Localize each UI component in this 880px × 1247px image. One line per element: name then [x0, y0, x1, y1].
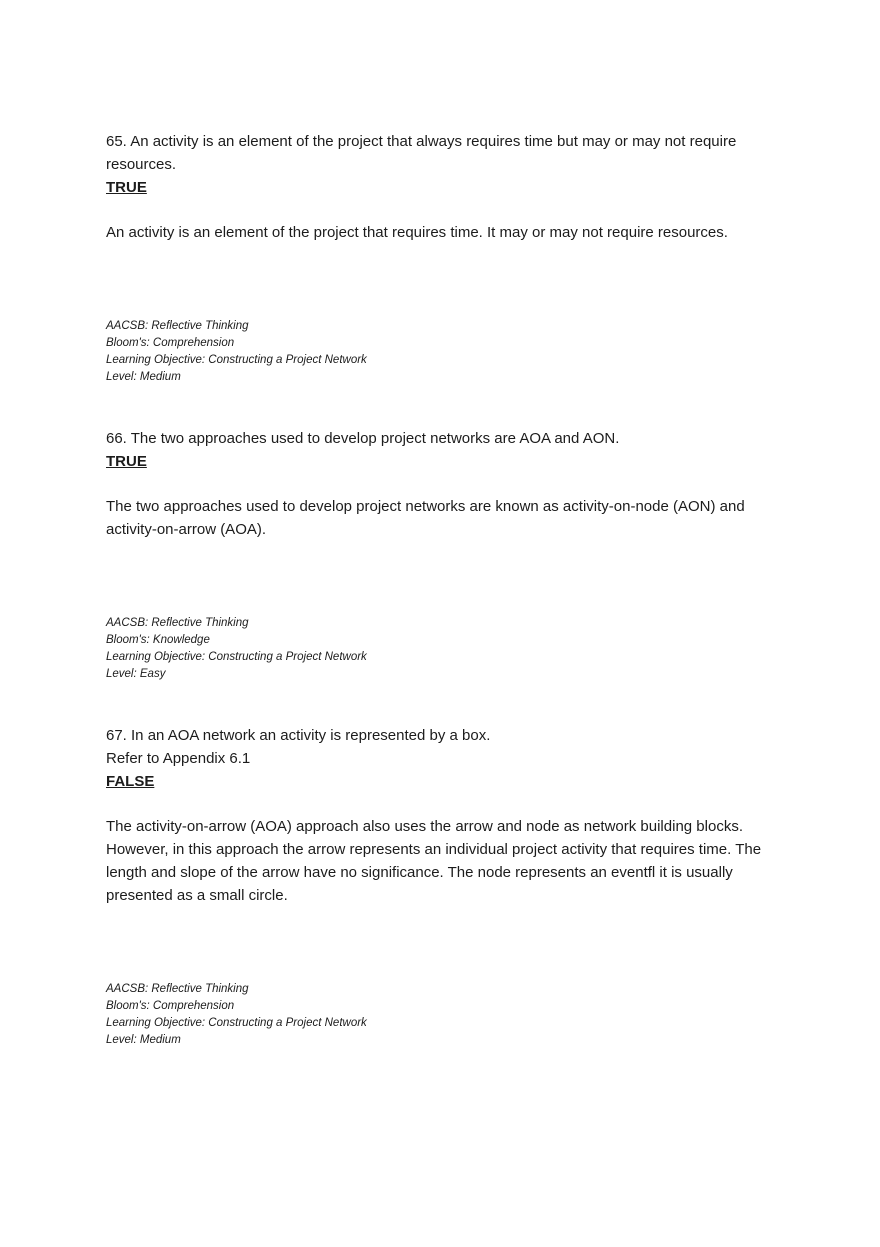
metadata-blooms: Bloom's: Knowledge: [106, 634, 210, 646]
metadata-aacsb: AACSB: Reflective Thinking: [106, 617, 249, 629]
question-text: 67. In an AOA network an activity is represented by a box.: [106, 727, 491, 744]
metadata-learning-objective: Learning Objective: Constructing a Project Network: [106, 651, 367, 663]
answer-value: FALSE: [106, 773, 155, 790]
metadata-block: [106, 981, 782, 1049]
question-text: 65. An activity is an element of the project that always requires time but may or may not require resources.: [106, 133, 737, 173]
metadata-blooms: Bloom's: Comprehension: [106, 337, 235, 349]
question-block-66: [106, 427, 782, 683]
question-block-67: [106, 724, 782, 1049]
metadata-learning-objective: Learning Objective: Constructing a Project Network: [106, 354, 367, 366]
answer-value: TRUE: [106, 179, 147, 196]
metadata-block: [106, 318, 782, 386]
metadata-level: Level: Medium: [106, 371, 181, 383]
document-content: [106, 130, 782, 1049]
refer-line: Refer to Appendix 6.1: [106, 750, 251, 767]
explanation-text: An activity is an element of the project that requires time. It may or may not require resources.: [106, 224, 728, 241]
metadata-blooms: Bloom's: Comprehension: [106, 1000, 235, 1012]
metadata-level: Level: Easy: [106, 668, 166, 680]
answer-value: TRUE: [106, 453, 147, 470]
question-text: 66. The two approaches used to develop project networks are AOA and AON.: [106, 430, 620, 447]
explanation-text: The activity-on-arrow (AOA) approach also uses the arrow and node as network building blocks. However, in this approach the arrow represents an individual project activity that requires time. The length and slope of the arrow have no significance. The node represents an eventfl it is usually presented as a small circle.: [106, 818, 762, 904]
metadata-aacsb: AACSB: Reflective Thinking: [106, 983, 249, 995]
question-block-65: [106, 130, 782, 386]
metadata-aacsb: AACSB: Reflective Thinking: [106, 320, 249, 332]
metadata-block: [106, 615, 782, 683]
metadata-learning-objective: Learning Objective: Constructing a Project Network: [106, 1017, 367, 1029]
explanation-text: The two approaches used to develop project networks are known as activity-on-node (AON) and activity-on-arrow (AOA).: [106, 498, 745, 538]
metadata-level: Level: Medium: [106, 1034, 181, 1046]
